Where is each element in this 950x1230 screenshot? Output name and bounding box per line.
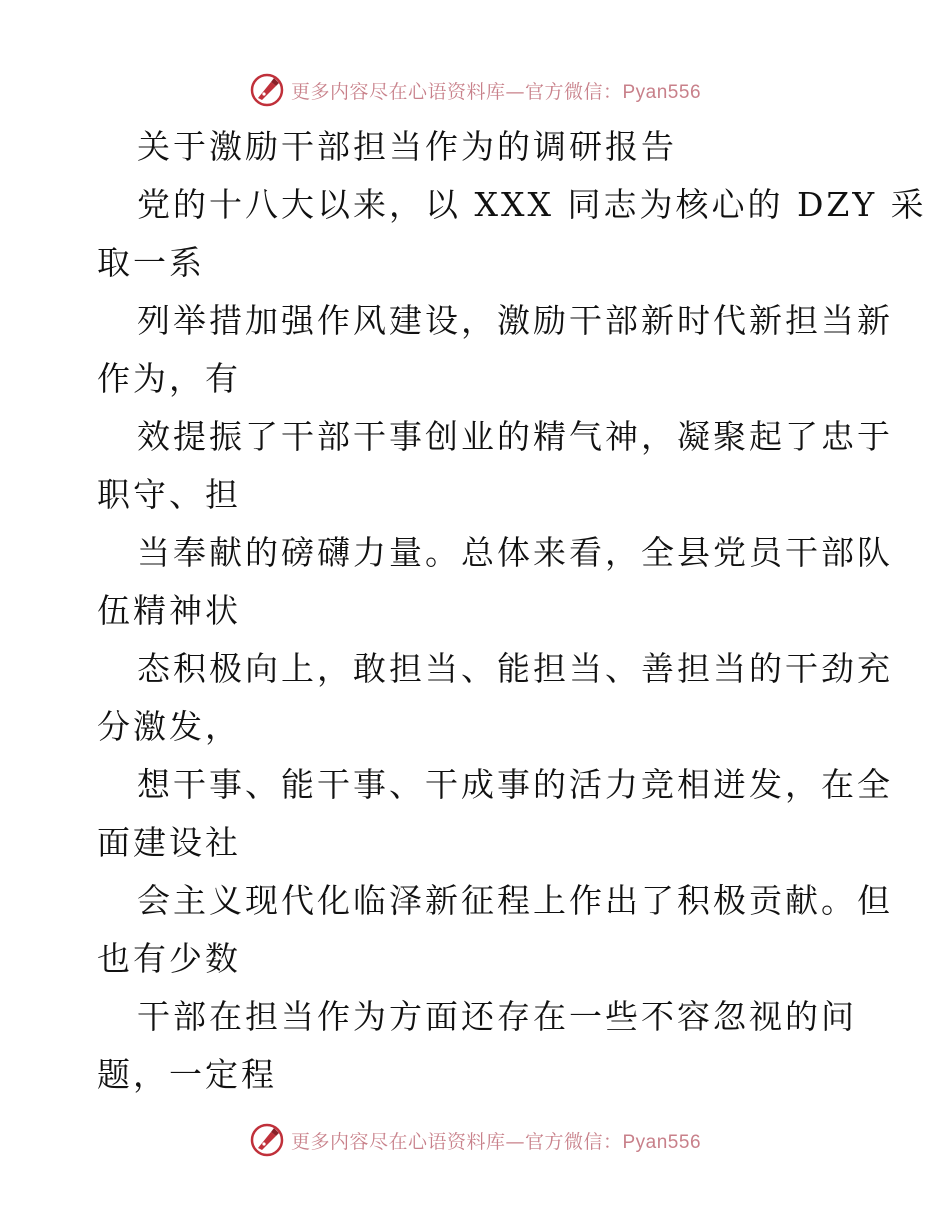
text-line: 分激发， [97,707,241,746]
text-line: 想干事、能干事、干成事的活力竞相迸发，在全 [137,765,893,804]
text-line: 效提振了干部干事创业的精气神，凝聚起了忠于 [137,417,893,456]
footer-banner [0,1120,950,1160]
text-line: 题，一定程 [97,1055,277,1094]
text-line: 伍精神状 [97,591,241,630]
footer-banner-text: 更多内容尽在心语资料库—官方微信：Pyan556 [290,1130,702,1153]
text-line: 列举措加强作风建设，激励干部新时代新担当新 [137,301,893,340]
text-line: 态积极向上，敢担当、能担当、善担当的干劲充 [137,649,893,688]
text-line: 党的十八大以来，以 XXX 同志为核心的 DZY 采 [137,185,927,224]
text-line: 面建设社 [97,823,241,862]
text-line: 会主义现代化临泽新征程上作出了积极贡献。但 [137,881,893,920]
text-line: 职守、担 [97,475,241,514]
text-line: 也有少数 [97,939,241,978]
text-line: 当奉献的磅礴力量。总体来看，全县党员干部队 [137,533,893,572]
header-banner-text: 更多内容尽在心语资料库—官方微信：Pyan556 [290,80,702,103]
footer-wechat-account: Pyan556 [622,1131,702,1153]
pen-nib-logo-icon [249,1122,285,1158]
text-line: 干部在担当作为方面还存在一些不容忽视的问 [137,997,857,1036]
text-line: 取一系 [97,243,205,282]
pen-nib-logo-icon [249,72,285,108]
header-wechat-account: Pyan556 [622,81,702,103]
header-banner [0,70,950,110]
text-line: 作为，有 [97,359,241,398]
document-body [97,118,927,1104]
document-title: 关于激励干部担当作为的调研报告 [137,127,677,166]
